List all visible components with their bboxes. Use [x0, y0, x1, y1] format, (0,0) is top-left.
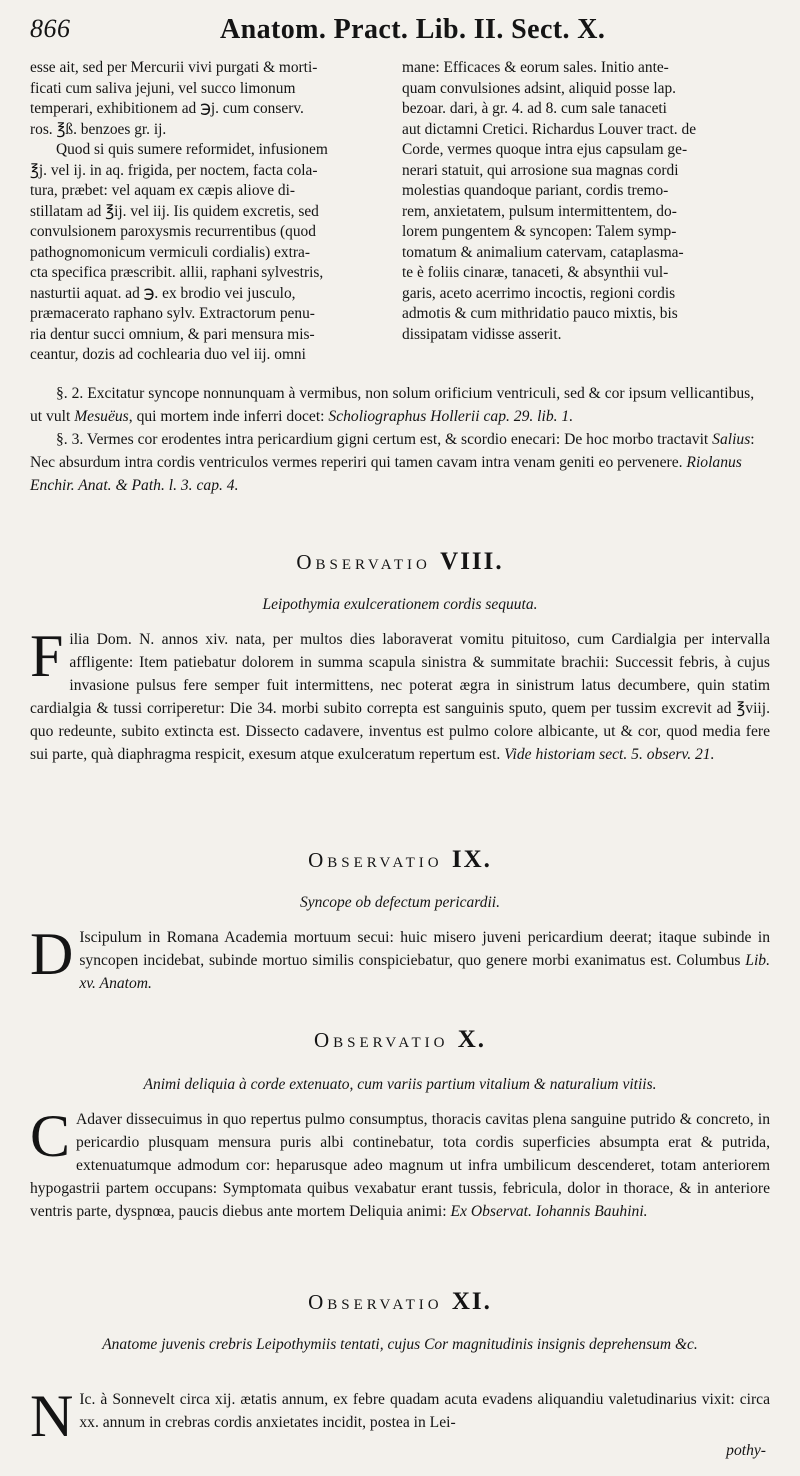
- text-line: aut dictamni Cretici. Richardus Louver tract. de: [402, 120, 697, 138]
- observation-reference: Lib. xv. Anatom.: [79, 952, 770, 992]
- running-head: [30, 14, 770, 52]
- observation-text: ilia Dom. N. annos xiv. nata, per multos dies laboraverat vomitu pituitoso, cum Cardialgia per intervalla affligente: Item patiebatur dolorem in summa scapula sinistra & summitate brachii: Successit febris, à cujus invasione pulsus fere semper fuit intermittens, nec poterat ægra in sinistrum latus decumbere, quin statim cardialgia & tussi corriperetur: Die 34. morbi subito correpta est sanguinis sputo, quem per tussim excrevit ad ℥viij. quo redeunte, subito extincta est. Dissecto cadavere, inventus est pulmo colore albicante, ut & cor, quod media fere sui parte, quà diaphragma respicit, exesum atque exulceratum repertum est.: [30, 631, 770, 763]
- text-line: tomatum & animalium catervam, cataplasma-: [402, 243, 684, 261]
- section-2-author: Mesuëus: [74, 408, 129, 425]
- section-3-author: Salius: [712, 431, 751, 448]
- text-line: pathognomonicum vermiculi cordialis) extra-: [30, 243, 310, 261]
- running-title: Anatom. Pract. Lib. II. Sect. X.: [220, 14, 606, 45]
- section-3-text: §. 3. Vermes cor erodentes intra pericardium gigni certum est, & scordio enecari: De hoc morbo tractavit: [56, 431, 713, 448]
- observation-text: Adaver dissecuimus in quo repertus pulmo consumptus, thoracis cavitas plena sanguine putrido & concreto, in pericardio plusquam mensura puris albi continebatur, tota cordis superficies absumpta erat & putrida, extenuatumque admodum cor: heparusque adeo magnum ut infra umbilicum descenderet, totam anteriorem hypogastrii partem occupans: Symptomata quibus vexabatur erant tussis, febricula, dolor in thorace, & in anteriore ventris parte, dyspnœa, paucis diebus ante mortem Deliquia animi:: [30, 1111, 770, 1220]
- observation-text: Ic. à Sonnevelt circa xij. ætatis annum, ex febre quadam acuta evadens aliquandiu valetudinarius vixit: circa xx. annum in crebras cordis anxietates incidit, postea in Lei-: [79, 1391, 770, 1431]
- observation-number: XI.: [451, 1288, 492, 1315]
- text-line: ria dentur succi omnium, & pari mensura mis-: [30, 325, 315, 343]
- text-line: convulsionem paroxysmis recurrentibus (quod: [30, 223, 316, 240]
- page-number: 866: [30, 14, 71, 43]
- section-3-reference: Riolanus Enchir. Anat. & Path. l. 3. cap. 4.: [30, 454, 742, 494]
- text-line: dissipatam vidisse asserit.: [402, 325, 562, 343]
- section-3-text-b: : Nec absurdum intra cordis ventriculos vermes reperiri qui tamen cavam intra venam geniti eo pervenere.: [30, 431, 755, 471]
- text-line: lorem pungentem & syncopen: Talem symp-: [402, 223, 677, 240]
- section-3: [30, 428, 770, 497]
- observation-number: IX.: [451, 846, 492, 873]
- left-para-2: [30, 140, 398, 366]
- section-2-reference: Scholiographus Hollerii cap. 29. lib. 1.: [328, 408, 574, 425]
- drop-cap: N: [30, 1383, 74, 1449]
- observation-label: Observatio: [296, 550, 431, 574]
- observation-reference: Vide historiam sect. 5. observ. 21.: [504, 746, 715, 763]
- text-line: Corde, vermes quoque intra ejus capsulam ge-: [402, 141, 688, 158]
- sections-block: [30, 382, 770, 497]
- text-line: tura, præbet: vel aquam ex cæpis aliove di-: [30, 182, 295, 199]
- observation-heading: [0, 846, 800, 874]
- text-line: nerari statuit, qui arrosione sua magnas cordi: [402, 161, 679, 179]
- text-line: rem, anxietatem, pulsum intermittentem, do-: [402, 202, 677, 220]
- text-line: garis, aceto acerrimo incoctis, regioni cordis: [402, 284, 676, 302]
- drop-cap: D: [30, 921, 74, 987]
- section-2-text: §. 2. Excitatur syncope nonnunquam à vermibus, non solum orificium ventriculi, sed & cor ipsum vellicantibus, ut vult: [30, 385, 755, 425]
- observation-subtitle: Anatome juvenis crebris Leipothymiis tentati, cujus Cor magnitudinis insignis deprehensum &c.: [102, 1336, 698, 1353]
- observation-subtitle: Leipothymia exulcerationem cordis sequuta.: [262, 596, 538, 613]
- observation-heading: [0, 548, 800, 576]
- text-line: te è foliis cinaræ, tanaceti, & absynthii vul-: [402, 264, 669, 281]
- text-line: Quod si quis sumere reformidet, infusionem: [56, 141, 328, 158]
- text-line: nasturtii aquat. ad ℈. ex brodio vei jusculo,: [30, 284, 296, 302]
- left-column: [30, 58, 398, 366]
- text-line: ceantur, dozis ad cochlearia duo vel iij. omni: [30, 346, 306, 363]
- observation-text: Iscipulum in Romana Academia mortuum secui: huic misero juveni pericardium deerat; itaque subinde in syncopen incidebat, subinde mortuo similis conspiciebatur, quo genere morbi exanimatus est. Columbus: [79, 929, 770, 969]
- text-line: mane: Efficaces & eorum sales. Initio ante-: [402, 59, 669, 76]
- right-column: [402, 58, 770, 345]
- observation-body: [30, 623, 770, 766]
- section-2: [30, 382, 770, 428]
- observation-label: Observatio: [308, 1290, 443, 1314]
- drop-cap: F: [30, 623, 64, 689]
- text-line: præmacerato raphano sylv. Extractorum penu-: [30, 305, 315, 322]
- text-line: esse ait, sed per Mercurii vivi purgati & morti-: [30, 59, 318, 76]
- text-line: bezoar. dari, à gr. 4. ad 8. cum sale tanaceti: [402, 100, 667, 117]
- observation-heading: [0, 1288, 800, 1316]
- observation-subtitle: Syncope ob defectum pericardii.: [299, 894, 500, 911]
- drop-cap: C: [30, 1103, 71, 1169]
- observation-label: Observatio: [313, 1028, 449, 1052]
- observation-reference: Ex Observat. Iohannis Bauhini.: [450, 1203, 648, 1220]
- left-para-1: [30, 58, 398, 140]
- observation-body: [30, 1383, 770, 1449]
- observation-number: VIII.: [440, 548, 504, 575]
- observation-heading: [0, 1026, 800, 1054]
- observation-body: [30, 1103, 770, 1223]
- text-line: ℥j. vel ij. in aq. frigida, per noctem, facta cola-: [30, 161, 318, 179]
- text-line: molestias quandoque pariant, cordis tremo-: [402, 182, 669, 199]
- section-2-text-b: , qui mortem inde inferri docet:: [128, 408, 329, 425]
- text-line: admotis & cum mithridatio pauco mixtis, bis: [402, 305, 678, 322]
- text-line: ficati cum saliva jejuni, vel succo limonum: [30, 79, 296, 97]
- text-line: temperari, exhibitionem ad ℈j. cum conserv.: [30, 100, 304, 117]
- text-line: stillatam ad ℥ij. vel iij. Iis quidem excretis, sed: [30, 202, 319, 220]
- text-line: cta specifica præscribit. allii, raphani sylvestris,: [30, 264, 324, 281]
- observation-number: X.: [457, 1026, 487, 1053]
- observation-body: [30, 921, 770, 995]
- text-line: quam convulsiones adsint, aliquid posse lap.: [402, 79, 677, 97]
- observation-label: Observatio: [308, 848, 443, 872]
- catchword: pothy-: [726, 1442, 766, 1459]
- observation-subtitle: Animi deliquia à corde extenuato, cum variis partium vitalium & naturalium vitiis.: [143, 1076, 657, 1093]
- text-line: ros. ℥ß. benzoes gr. ij.: [30, 120, 167, 138]
